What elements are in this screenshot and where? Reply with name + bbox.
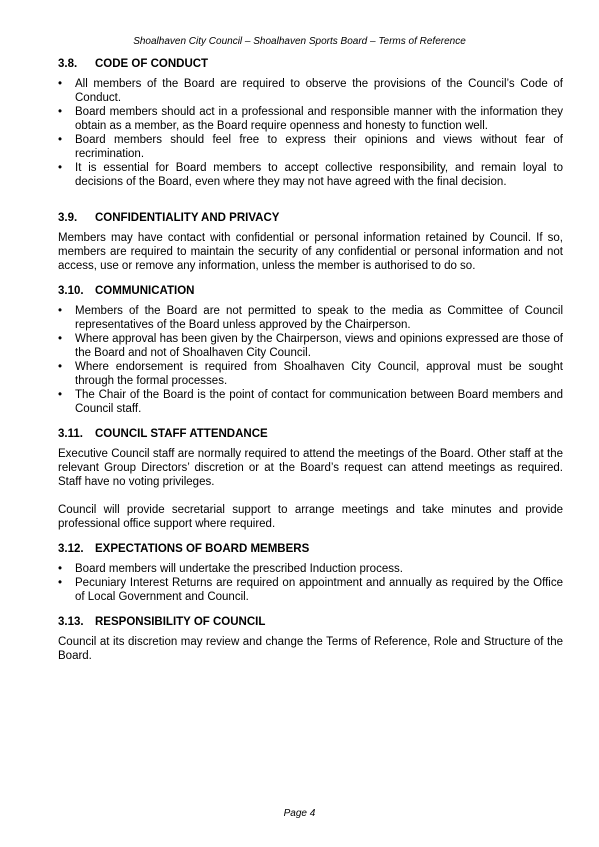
paragraph: Council will provide secretarial support to arrange meetings and take minutes and provide professional office support where required. [58, 504, 563, 530]
page-header: Shoalhaven City Council – Shoalhaven Sports Board – Terms of Reference [133, 36, 466, 47]
section-heading [58, 542, 563, 556]
paragraph: Executive Council staff are normally required to attend the meetings of the Board. Other staff at the relevant Group Directors’ discretion or at the Board’s request can attend meetings as required. Staff have no voting privileges. [58, 448, 563, 488]
section-number: 3.9. [58, 212, 78, 224]
section-heading [58, 615, 563, 629]
bullet-item: • Board members will undertake the prescribed Induction process. [58, 562, 563, 576]
section-number: 3.10. [58, 285, 84, 297]
section-heading [58, 57, 563, 71]
bullet-list [58, 77, 563, 189]
section-title: CODE OF CONDUCT [95, 58, 209, 70]
section-number: 3.11. [58, 428, 83, 440]
section-number: 3.12. [58, 543, 84, 555]
section-number: 3.13. [58, 616, 84, 628]
section-heading [58, 427, 563, 441]
bullet-item: • Board members should feel free to express their opinions and views without fear of recrimination. [58, 133, 563, 161]
section-heading [58, 284, 563, 298]
section-title: COUNCIL STAFF ATTENDANCE [95, 428, 268, 440]
bullet-item: • Board members should act in a professional and responsible manner with the information they obtain as a member, as the Board require openness and honesty to function well. [58, 105, 563, 133]
section-responsibility-of-council [58, 615, 563, 663]
section-code-of-conduct [58, 57, 563, 189]
bullet-list [58, 562, 563, 604]
page-number: Page 4 [283, 808, 316, 819]
section-title: COMMUNICATION [95, 285, 195, 297]
section-heading [58, 211, 563, 225]
section-communication [58, 284, 563, 416]
section-council-staff-attendance [58, 427, 563, 531]
bullet-item: • The Chair of the Board is the point of contact for communication between Board members and Council staff. [58, 388, 563, 416]
bullet-item: • Where endorsement is required from Shoalhaven City Council, approval must be sought through the formal processes. [58, 360, 563, 388]
bullet-item: • All members of the Board are required to observe the provisions of the Council’s Code of Conduct. [58, 77, 563, 105]
bullet-item: • Members of the Board are not permitted to speak to the media as Committee of Council representatives of the Board unless approved by the Chairperson. [58, 304, 563, 332]
bullet-list [58, 304, 563, 416]
section-title: CONFIDENTIALITY AND PRIVACY [95, 212, 280, 224]
paragraph: Council at its discretion may review and change the Terms of Reference, Role and Structure of the Board. [58, 636, 563, 662]
section-title: EXPECTATIONS OF BOARD MEMBERS [95, 543, 310, 555]
document-body [58, 57, 563, 663]
section-title: RESPONSIBILITY OF COUNCIL [95, 616, 266, 628]
section-expectations [58, 542, 563, 604]
bullet-item: • Where approval has been given by the Chairperson, views and opinions expressed are those of the Board and not of Shoalhaven City Council. [58, 332, 563, 360]
paragraph: Members may have contact with confidential or personal information retained by Council. If so, members are required to maintain the security of any confidential or personal information and not access, use or remove any information, unless the member is authorised to do so. [58, 232, 563, 272]
bullet-item: • Pecuniary Interest Returns are required on appointment and annually as required by the Office of Local Government and Council. [58, 576, 563, 604]
section-confidentiality [58, 211, 563, 273]
section-number: 3.8. [58, 58, 78, 70]
bullet-item: • It is essential for Board members to accept collective responsibility, and remain loyal to decisions of the Board, even where they may not have agreed with the final decision. [58, 161, 563, 189]
